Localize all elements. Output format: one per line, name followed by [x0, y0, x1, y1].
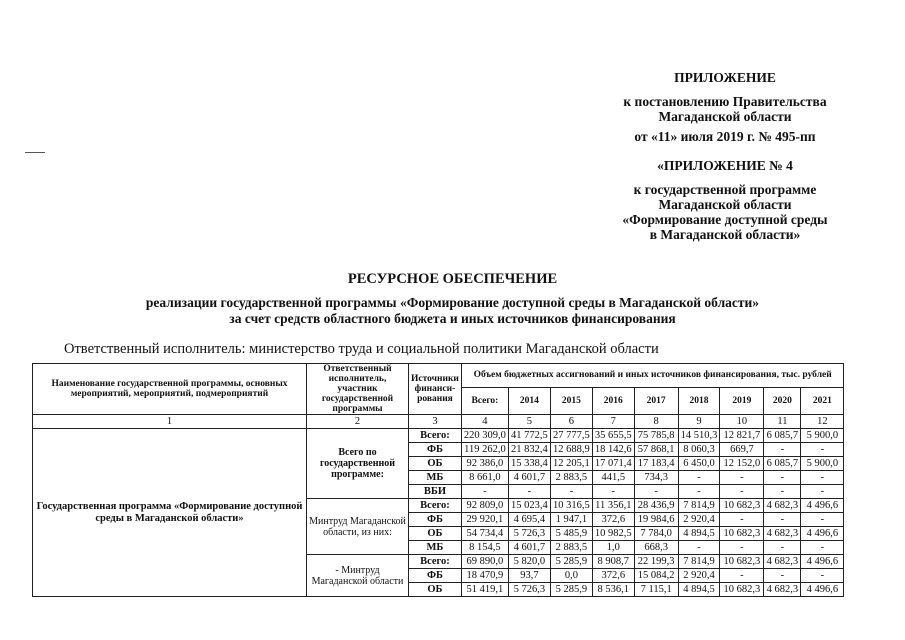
appendix-title: ПРИЛОЖЕНИЕ [674, 70, 776, 85]
column-number: 1 [33, 415, 307, 429]
value-cell: - [764, 443, 801, 457]
value-cell: 10 982,5 [592, 527, 634, 541]
value-cell: - [764, 513, 801, 527]
value-cell: - [678, 485, 720, 499]
column-number: 7 [592, 415, 634, 429]
column-number: 12 [801, 415, 844, 429]
appendix-date-line: от «11» июля 2019 г. № 495-пп [634, 129, 816, 144]
value-cell: 15 084,2 [634, 569, 678, 583]
value-cell: - [764, 569, 801, 583]
header-row [33, 364, 844, 388]
value-cell: 10 316,5 [550, 499, 592, 513]
source-cell: МБ [409, 471, 462, 485]
value-cell: 17 071,4 [592, 457, 634, 471]
appendix4-name-line-2: в Магаданской области» [649, 227, 801, 242]
header-year: 2017 [634, 387, 678, 414]
value-cell: 5 285,9 [550, 583, 592, 597]
source-cell: ФБ [409, 443, 462, 457]
value-cell: 668,3 [634, 541, 678, 555]
value-cell: 4 496,6 [801, 527, 844, 541]
value-cell: 17 183,4 [634, 457, 678, 471]
source-cell: Всего: [409, 499, 462, 513]
value-cell: 4 894,5 [678, 583, 720, 597]
value-cell: 57 868,1 [634, 443, 678, 457]
value-cell: 4 496,6 [801, 555, 844, 569]
appendix4-program-line: к государственной программе [633, 182, 817, 197]
column-numbers-row [33, 415, 844, 429]
value-cell: 4 496,6 [801, 583, 844, 597]
value-cell: 41 772,5 [508, 429, 550, 443]
value-cell: - [801, 541, 844, 555]
header-year: Всего: [461, 387, 508, 414]
value-cell: 5 900,0 [801, 429, 844, 443]
value-cell: 4 682,3 [764, 527, 801, 541]
source-cell: ВБИ [409, 485, 462, 499]
header-year: 2015 [550, 387, 592, 414]
value-cell: 8 908,7 [592, 555, 634, 569]
value-cell: - [550, 485, 592, 499]
document-subtitle-1: реализации государственной программы «Формирование доступной среды в Магаданской области» [145, 295, 760, 310]
value-cell: 19 984,6 [634, 513, 678, 527]
appendix-region-line: Магаданской области [658, 109, 792, 124]
value-cell: 4 894,5 [678, 527, 720, 541]
value-cell: 7 115,1 [634, 583, 678, 597]
value-cell: 372,6 [592, 513, 634, 527]
appendix-decree-line: к постановлению Правительства [623, 94, 827, 109]
value-cell: - [801, 471, 844, 485]
source-cell: ОБ [409, 583, 462, 597]
value-cell: 734,3 [634, 471, 678, 485]
header-year: 2014 [508, 387, 550, 414]
source-cell: Всего: [409, 429, 462, 443]
value-cell: - [720, 485, 764, 499]
value-cell: 1,0 [592, 541, 634, 555]
value-cell: 27 777,5 [550, 429, 592, 443]
value-cell: 5 285,9 [550, 555, 592, 569]
value-cell: 2 883,5 [550, 541, 592, 555]
value-cell: 7 814,9 [678, 499, 720, 513]
value-cell: 29 920,1 [461, 513, 508, 527]
value-cell: 12 152,0 [720, 457, 764, 471]
appendix4-region-line: Магаданской области [658, 197, 792, 212]
value-cell: 15 023,4 [508, 499, 550, 513]
value-cell: - [720, 471, 764, 485]
value-cell: 1 947,1 [550, 513, 592, 527]
value-cell: 8 060,3 [678, 443, 720, 457]
value-cell: 75 785,8 [634, 429, 678, 443]
value-cell: 10 682,3 [720, 583, 764, 597]
value-cell: - [592, 485, 634, 499]
value-cell: 18 142,6 [592, 443, 634, 457]
column-number: 8 [634, 415, 678, 429]
value-cell: 4 496,6 [801, 499, 844, 513]
column-number: 4 [461, 415, 508, 429]
value-cell: - [764, 471, 801, 485]
source-cell: Всего: [409, 555, 462, 569]
header-sources: Источники финанси-рования [409, 364, 462, 415]
value-cell: 669,7 [720, 443, 764, 457]
column-number: 2 [307, 415, 409, 429]
value-cell: 5 820,0 [508, 555, 550, 569]
source-cell: ОБ [409, 527, 462, 541]
column-number: 6 [550, 415, 592, 429]
header-year: 2021 [801, 387, 844, 414]
header-year: 2019 [720, 387, 764, 414]
value-cell: 220 309,0 [461, 429, 508, 443]
value-cell: 54 734,4 [461, 527, 508, 541]
value-cell: 12 688,9 [550, 443, 592, 457]
value-cell: 2 883,5 [550, 471, 592, 485]
table-row [33, 429, 844, 443]
value-cell: 14 510,3 [678, 429, 720, 443]
executor-cell: Всего по государственной программе: [307, 429, 409, 499]
value-cell: 5 726,3 [508, 583, 550, 597]
value-cell: 5 900,0 [801, 457, 844, 471]
value-cell: 93,7 [508, 569, 550, 583]
header-year: 2016 [592, 387, 634, 414]
value-cell: 4 682,3 [764, 499, 801, 513]
appendix4-name-line: «Формирование доступной среды [622, 212, 828, 227]
value-cell: 7 814,9 [678, 555, 720, 569]
value-cell: - [678, 471, 720, 485]
value-cell: 441,5 [592, 471, 634, 485]
value-cell: 12 205,1 [550, 457, 592, 471]
value-cell: 8 661,0 [461, 471, 508, 485]
value-cell: 10 682,3 [720, 527, 764, 541]
value-cell: 8 536,1 [592, 583, 634, 597]
source-cell: МБ [409, 541, 462, 555]
value-cell: 11 356,1 [592, 499, 634, 513]
document-title: РЕСУРСНОЕ ОБЕСПЕЧЕНИЕ [347, 271, 558, 287]
value-cell: - [508, 485, 550, 499]
value-cell: 5 485,9 [550, 527, 592, 541]
executor-cell: Минтруд Магаданской области, из них: [307, 499, 409, 555]
source-cell: ФБ [409, 513, 462, 527]
value-cell: 4 601,7 [508, 541, 550, 555]
value-cell: 8 154,5 [461, 541, 508, 555]
value-cell: 2 920,4 [678, 569, 720, 583]
value-cell: 35 655,5 [592, 429, 634, 443]
value-cell: 18 470,9 [461, 569, 508, 583]
header-executor: Ответственный исполнитель, участник государственной программы [307, 364, 409, 415]
value-cell: - [678, 541, 720, 555]
value-cell: 92 809,0 [461, 499, 508, 513]
value-cell: - [461, 485, 508, 499]
value-cell: 119 262,0 [461, 443, 508, 457]
margin-mark [25, 152, 45, 153]
document-subtitle-2: за счет средств областного бюджета и иных источников финансирования [229, 311, 676, 326]
value-cell: - [764, 541, 801, 555]
value-cell: 4 601,7 [508, 471, 550, 485]
value-cell: - [801, 485, 844, 499]
value-cell: - [634, 485, 678, 499]
column-number: 5 [508, 415, 550, 429]
value-cell: - [801, 513, 844, 527]
value-cell: 28 436,9 [634, 499, 678, 513]
value-cell: 12 821,7 [720, 429, 764, 443]
value-cell: 4 695,4 [508, 513, 550, 527]
column-number: 10 [720, 415, 764, 429]
value-cell: 22 199,3 [634, 555, 678, 569]
value-cell: - [764, 485, 801, 499]
value-cell: 10 682,3 [720, 555, 764, 569]
value-cell: 51 419,1 [461, 583, 508, 597]
value-cell: 2 920,4 [678, 513, 720, 527]
responsible-executor: Ответственный исполнитель: министерство труда и социальной политики Магаданской области [64, 341, 659, 357]
value-cell: 21 832,4 [508, 443, 550, 457]
value-cell: 0,0 [550, 569, 592, 583]
value-cell: 7 784,0 [634, 527, 678, 541]
header-budget-group: Объем бюджетных ассигнований и иных источников финансирования, тыс. рублей [461, 364, 844, 388]
table-body [33, 429, 844, 597]
value-cell: 15 338,4 [508, 457, 550, 471]
value-cell: 10 682,3 [720, 499, 764, 513]
value-cell: 4 682,3 [764, 555, 801, 569]
value-cell: - [720, 569, 764, 583]
value-cell: 6 450,0 [678, 457, 720, 471]
value-cell: 6 085,7 [764, 457, 801, 471]
header-year: 2018 [678, 387, 720, 414]
header-name: Наименование государственной программы, основных мероприятий, мероприятий, подмероприятий [33, 364, 307, 415]
resource-table [32, 363, 844, 597]
program-name-cell: Государственная программа «Формирование доступной среды в Магаданской области» [33, 429, 307, 597]
column-number: 11 [764, 415, 801, 429]
value-cell: - [720, 541, 764, 555]
value-cell: - [801, 569, 844, 583]
column-number: 9 [678, 415, 720, 429]
source-cell: ОБ [409, 457, 462, 471]
column-number: 3 [409, 415, 462, 429]
value-cell: 5 726,3 [508, 527, 550, 541]
appendix4-title: «ПРИЛОЖЕНИЕ № 4 [657, 158, 793, 173]
value-cell: 6 085,7 [764, 429, 801, 443]
value-cell: 4 682,3 [764, 583, 801, 597]
value-cell: 372,6 [592, 569, 634, 583]
value-cell: - [720, 513, 764, 527]
value-cell: 92 386,0 [461, 457, 508, 471]
header-year: 2020 [764, 387, 801, 414]
source-cell: ФБ [409, 569, 462, 583]
value-cell: - [801, 443, 844, 457]
value-cell: 69 890,0 [461, 555, 508, 569]
executor-cell: - Минтруд Магаданской области [307, 555, 409, 597]
